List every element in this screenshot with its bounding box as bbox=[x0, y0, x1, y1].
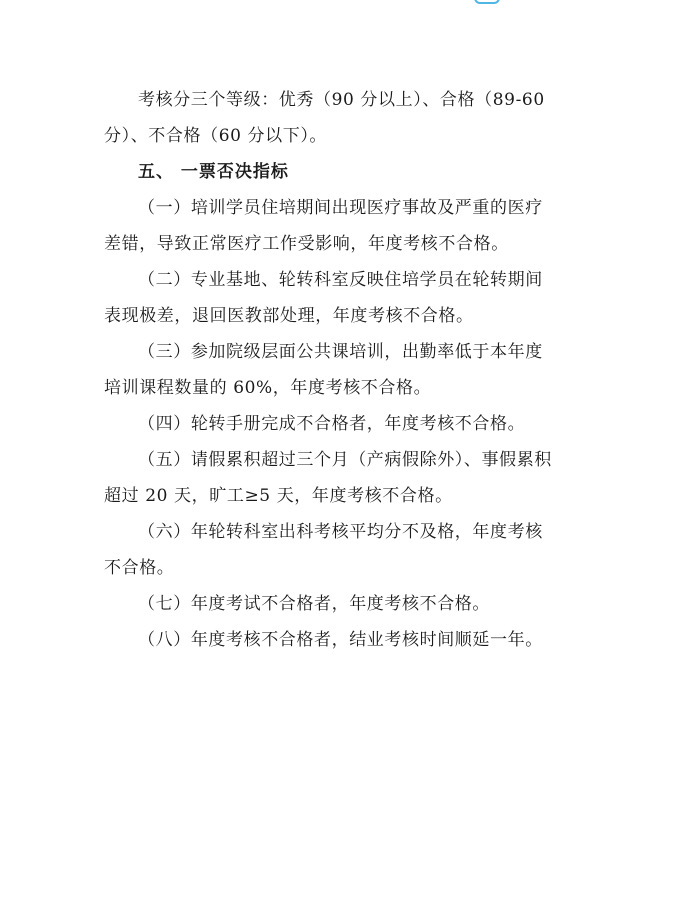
item-label: （一） bbox=[138, 198, 191, 218]
item-label: （七） bbox=[138, 594, 191, 614]
item-label: （六） bbox=[138, 522, 191, 542]
item-text: 专业基地、轮转科室反映住培学员在轮转期间表现极差，退回医教部处理，年度考核不合格。 bbox=[104, 270, 543, 326]
list-item-7 bbox=[104, 586, 552, 622]
item-label: （四） bbox=[138, 414, 191, 434]
list-item-6 bbox=[104, 514, 552, 586]
document-page bbox=[104, 82, 552, 658]
item-text: 请假累积超过三个月（产病假除外）、事假累积超过 20 天，旷工≥5 天，年度考核不合格。 bbox=[104, 450, 552, 506]
list-item-1 bbox=[104, 190, 552, 262]
list-item-5 bbox=[104, 442, 552, 514]
item-text: 培训学员住培期间出现医疗事故及严重的医疗差错，导致正常医疗工作受影响，年度考核不合格。 bbox=[104, 198, 543, 254]
grading-paragraph: 考核分三个等级：优秀（90 分以上）、合格（89-60 分）、不合格（60 分以下）。 bbox=[104, 90, 545, 146]
item-label: （三） bbox=[138, 342, 191, 362]
top-corner-mark bbox=[474, 0, 500, 4]
item-text: 年度考试不合格者，年度考核不合格。 bbox=[190, 594, 491, 614]
item-label: （二） bbox=[138, 270, 191, 290]
item-label: （八） bbox=[138, 630, 191, 650]
item-text: 年度考核不合格者，结业考核时间顺延一年。 bbox=[190, 630, 543, 650]
list-item-8 bbox=[104, 622, 552, 658]
item-label: （五） bbox=[138, 450, 191, 470]
item-text: 轮转手册完成不合格者，年度考核不合格。 bbox=[190, 414, 526, 434]
list-item-4 bbox=[104, 406, 552, 442]
item-text: 年轮转科室出科考核平均分不及格，年度考核不合格。 bbox=[104, 522, 543, 578]
list-item-3 bbox=[104, 334, 552, 406]
section-heading: 五、 一票否决指标 bbox=[138, 162, 289, 182]
list-item-2 bbox=[104, 262, 552, 334]
item-text: 参加院级层面公共课培训，出勤率低于本年度培训课程数量的 60%，年度考核不合格。 bbox=[104, 342, 543, 398]
